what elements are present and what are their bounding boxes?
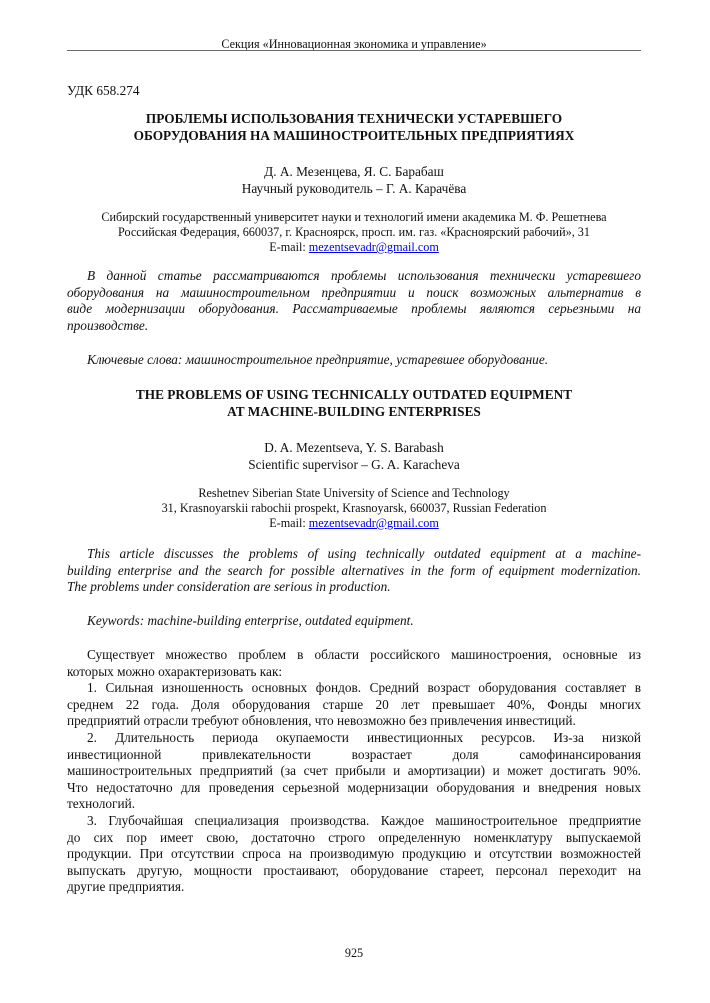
ru-title xyxy=(67,110,641,144)
en-email-link[interactable]: mezentsevadr@gmail.com xyxy=(308,516,439,530)
ru-supervisor: Научный руководитель – Г. А. Карачёва xyxy=(241,181,467,196)
page-number: 925 xyxy=(344,946,364,960)
body-line: которых можно охарактеризовать как: xyxy=(67,663,283,679)
ru-address: Российская Федерация, 660037, г. Красноярск, просп. им. газ. «Красноярский рабочий», 31 xyxy=(118,225,590,239)
body-line: машиностроительных предприятий (за счет прибыли и амортизации) и может достигать 90%. xyxy=(67,763,641,779)
body-line: Что недостаточно для проведения серьезной модернизации оборудования и внедрения новых xyxy=(67,779,641,795)
ru-abstract-line: оборудования на машиностроительном предприятии и поиск возможных альтернатив в xyxy=(67,284,641,300)
body-line: технологий. xyxy=(67,796,136,812)
body-line: выпускать другую, мощности простаивают, оборудование стареет, персонал переходит на xyxy=(67,862,641,878)
ru-affiliation-block xyxy=(67,210,641,255)
ru-abstract-line: производстве. xyxy=(67,317,149,333)
body-line: 1. Сильная изношенность основных фондов. Средний возраст оборудования составляет в xyxy=(87,680,641,696)
en-title-line: THE PROBLEMS OF USING TECHNICALLY OUTDATED EQUIPMENT xyxy=(135,387,573,402)
body-line: 3. Глубочайшая специализация производства. Каждое машиностроительное предприятие xyxy=(87,812,641,828)
en-supervisor: Scientific supervisor – G. A. Karacheva xyxy=(248,457,460,472)
en-title-line: AT MACHINE-BUILDING ENTERPRISES xyxy=(227,404,481,419)
en-keywords xyxy=(67,613,641,630)
ru-authors: Д. А. Мезенцева, Я. С. Барабаш xyxy=(264,164,444,179)
en-address: 31, Krasnoyarskii rabochii prospekt, Krasnoyarsk, 660037, Russian Federation xyxy=(161,501,547,515)
ru-keywords xyxy=(67,352,641,369)
body-line: 2. Длительность периода окупаемости инвестиционных ресурсов. Из-за низкой xyxy=(87,729,641,745)
en-abstract-line: This article discusses the problems of using technically outdated equipment at a machine- xyxy=(87,546,641,561)
en-email-label: E-mail: xyxy=(269,516,309,530)
body-line: предприятий отрасли требуют обновления, что невозможно без привлечения инвестиций. xyxy=(67,713,576,729)
ru-email-link[interactable]: mezentsevadr@gmail.com xyxy=(308,240,439,254)
running-head: Секция «Инновационная экономика и управление» xyxy=(221,37,487,51)
body-line: среднем 22 года. Доля оборудования старше 20 лет превышает 40%, Фонды многих xyxy=(67,696,641,712)
body-line: инвестиционной привлекательности возрастает доля самофинансирования xyxy=(67,746,641,762)
en-authors: D. A. Mezentseva, Y. S. Barabash xyxy=(264,440,444,455)
ru-title-line: ОБОРУДОВАНИЯ НА МАШИНОСТРОИТЕЛЬНЫХ ПРЕДПРИЯТИЯХ xyxy=(133,128,575,143)
ru-email-label: E-mail: xyxy=(269,240,309,254)
en-email-line xyxy=(67,516,641,531)
en-title xyxy=(67,386,641,420)
ru-abstract-line: В данной статье рассматриваются проблемы использования технически устаревшего xyxy=(87,268,641,283)
body-text xyxy=(67,647,641,896)
en-abstract xyxy=(67,546,641,596)
header-divider xyxy=(67,50,641,51)
en-affiliation: Reshetnev Siberian State University of Science and Technology xyxy=(198,486,510,500)
ru-email-line xyxy=(67,240,641,255)
udk-code: УДК 658.274 xyxy=(67,83,140,98)
body-line: до сих пор имеет свою, достаточно строго определенную номенклатуру выпускаемой xyxy=(67,829,641,845)
body-line: Существует множество проблем в области российского машиностроения, основные из xyxy=(87,647,641,662)
en-affiliation-block xyxy=(67,486,641,531)
ru-abstract-line: виде модернизации оборудования. Рассматриваемые проблемы являются серьезными на xyxy=(67,301,641,317)
body-line: продукции. При отсутствии спроса на производимую продукцию и отсутствии возможностей xyxy=(67,846,641,862)
ru-affiliation: Сибирский государственный университет науки и технологий имени академика М. Ф. Решетнева xyxy=(101,210,607,224)
en-abstract-line: building enterprise and the search for possible alternatives in the form of equipment modernization. xyxy=(67,562,641,578)
body-line: другие предприятия. xyxy=(67,879,185,895)
ru-abstract xyxy=(67,268,641,334)
en-keywords-text: Keywords: machine-building enterprise, outdated equipment. xyxy=(87,613,414,628)
ru-title-line: ПРОБЛЕМЫ ИСПОЛЬЗОВАНИЯ ТЕХНИЧЕСКИ УСТАРЕВШЕГО xyxy=(145,111,563,126)
ru-keywords-text: Ключевые слова: машиностроительное предприятие, устаревшее оборудование. xyxy=(87,352,549,367)
en-abstract-line: The problems under consideration are serious in production. xyxy=(67,579,391,595)
